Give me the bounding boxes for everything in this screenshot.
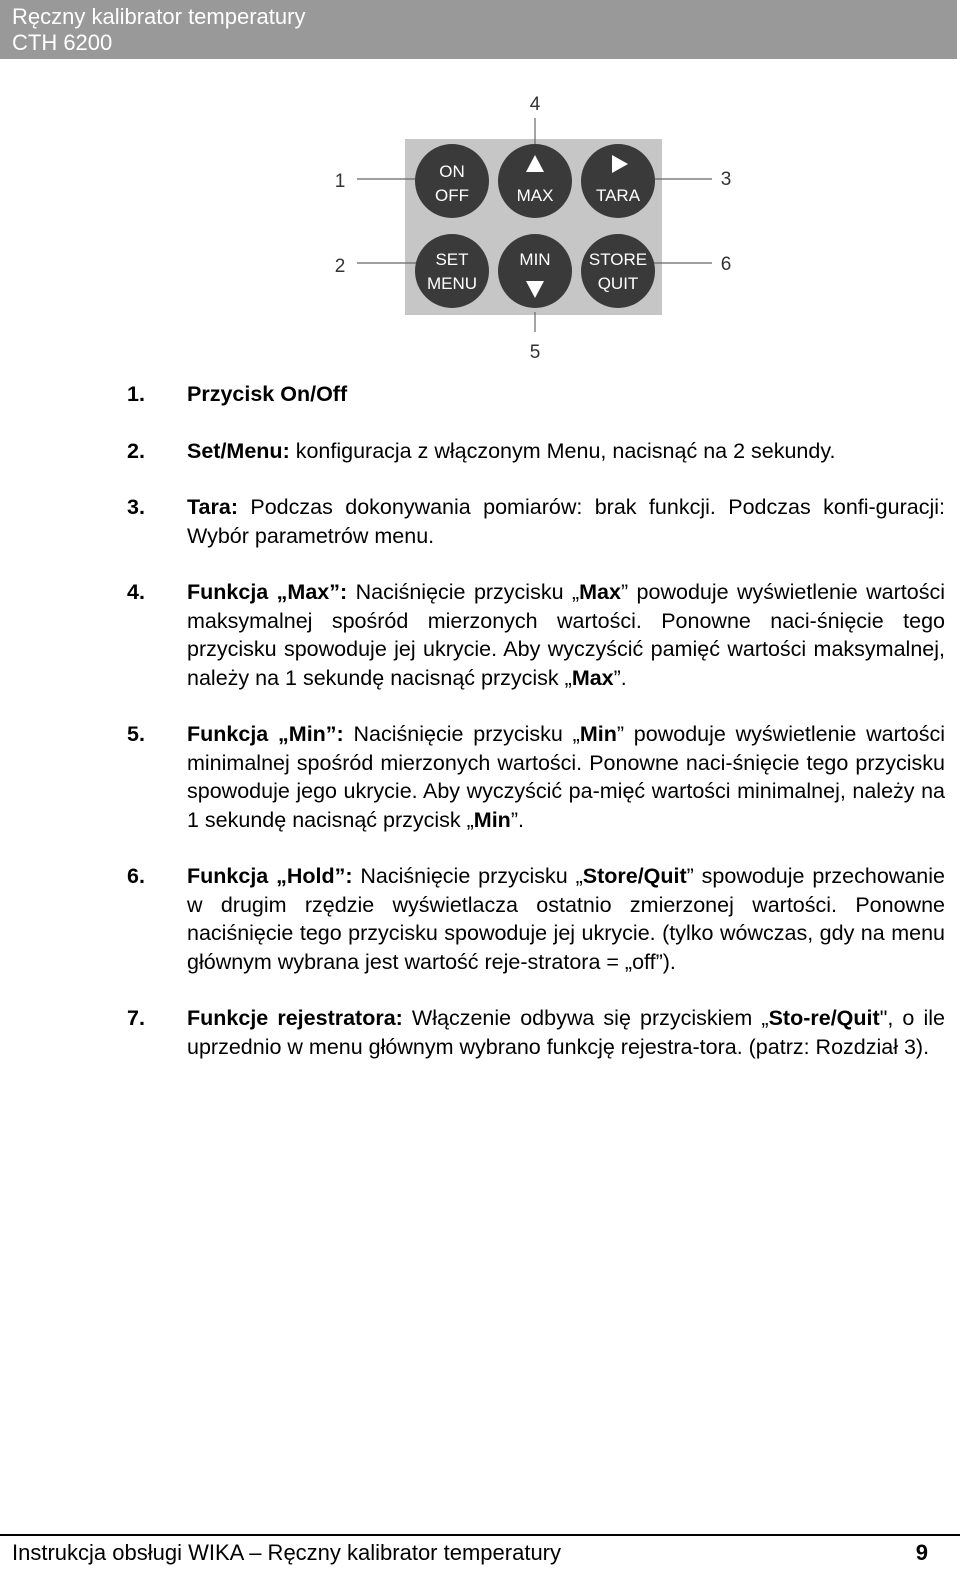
- tara-key-label: TARA: [595, 186, 641, 205]
- item-text: [187, 380, 945, 409]
- page-footer: [0, 1534, 960, 1581]
- on-off-key-label-1: ON: [439, 162, 465, 181]
- list-item: [127, 862, 945, 976]
- item-text-part: ”.: [613, 665, 627, 690]
- callout-6: 6: [720, 254, 732, 275]
- item-number: 5.: [127, 722, 145, 746]
- item-text: [187, 493, 945, 550]
- item-text-part: ", o ile uprzednio w menu głównym wybrano funkcję rejestra-tora. (patrz: Rozdział 3).: [187, 1006, 945, 1059]
- item-text: [187, 862, 945, 976]
- store-quit-key-label-2: QUIT: [597, 274, 639, 293]
- on-off-key-label-2: OFF: [435, 186, 469, 205]
- callout-2: 2: [334, 256, 346, 277]
- list-item: [127, 578, 945, 692]
- set-menu-key-label-2: MENU: [426, 274, 478, 293]
- item-text-part: Funkcja „Min”:: [187, 722, 344, 746]
- min-key-label: MIN: [519, 250, 551, 269]
- keypad-svg: [0, 80, 960, 380]
- item-text: [187, 1004, 945, 1061]
- min-key[interactable]: [498, 234, 572, 308]
- keypad-diagram: [0, 80, 960, 380]
- tara-key[interactable]: [581, 144, 655, 218]
- item-text-part: Min: [473, 807, 511, 832]
- item-text: [187, 720, 945, 834]
- list-item: [127, 1004, 945, 1061]
- item-text-part: konfiguracja z włączonym Menu, nacisnąć na 2 sekundy.: [289, 438, 836, 463]
- item-text-part: Set/Menu:: [187, 438, 290, 463]
- store-quit-key-label-1: STORE: [588, 250, 648, 269]
- item-text-part: Naciśnięcie przycisku „: [343, 722, 580, 746]
- item-number: 3.: [127, 495, 145, 519]
- item-number: 1.: [127, 382, 145, 406]
- header-title: Ręczny kalibrator temperatury: [12, 4, 306, 29]
- on-off-key[interactable]: [415, 144, 489, 218]
- item-text-part: Max: [579, 580, 621, 604]
- footer-title: Instrukcja obsługi WIKA – Ręczny kalibrator temperatury: [12, 1540, 562, 1565]
- item-text-part: ” powoduje wyświetlenie wartości maksymalnej spośród mierzonych wartości. Ponowne naci-śnięcie tego przycisku spowoduje jej ukrycie. Aby wyczyścić pamięć wartości maksymalnej, należy na 1 sekundę nacisnąć przycisk „: [187, 580, 945, 690]
- item-text-part: Sto-re/Quit: [768, 1006, 880, 1030]
- item-text-part: Funkcja „Max”:: [187, 580, 348, 604]
- item-text: [187, 437, 945, 466]
- max-key-label: MAX: [516, 186, 554, 205]
- item-text-part: Store/Quit: [582, 864, 687, 888]
- header-model: CTH 6200: [12, 30, 113, 55]
- page-header: [0, 0, 957, 59]
- callout-1: 1: [334, 171, 346, 192]
- callout-5: 5: [529, 342, 541, 363]
- list-item: [127, 437, 945, 466]
- list-item: [127, 380, 945, 409]
- item-text: [187, 578, 945, 692]
- item-text-part: Włączenie odbywa się przyciskiem „: [402, 1006, 769, 1030]
- item-text-part: ” powoduje wyświetlenie wartości minimalnej spośród mierzonych wartości. Ponowne naci-śnięcie tego przycisku spowoduje jego ukrycie. Aby wyczyścić pa-mięć wartości minimalnej, należy na 1 sekundę nacisnąć przycisk „: [187, 722, 945, 832]
- button-description-list: [127, 380, 945, 1089]
- item-text-part: Funkcja „Hold”:: [187, 864, 353, 888]
- item-text-part: Naciśnięcie przycisku „: [352, 864, 583, 888]
- item-text-part: Przycisk On/Off: [187, 382, 348, 406]
- item-number: 4.: [127, 580, 145, 604]
- item-number: 6.: [127, 864, 145, 888]
- item-text-part: ”.: [510, 807, 524, 832]
- item-text-part: ” spowoduje przechowanie w drugim rzędzie wyświetlacza ostatnio zmierzonej wartości. Ponowne naciśnięcie tego przycisku spowoduje jej ukrycie. (tylko wówczas, gdy na menu głównym wybrana jest wartość reje-stratora = „off”).: [187, 864, 945, 974]
- item-number: 7.: [127, 1006, 145, 1030]
- item-text-part: Tara:: [187, 495, 238, 519]
- item-text-part: Max: [571, 665, 614, 690]
- callout-3: 3: [720, 169, 732, 190]
- list-item: [127, 720, 945, 834]
- item-text-part: Naciśnięcie przycisku „: [347, 580, 580, 604]
- max-key[interactable]: [498, 144, 572, 218]
- item-text-part: Min: [579, 722, 617, 746]
- store-quit-key[interactable]: [581, 234, 655, 308]
- page-number: 9: [915, 1540, 928, 1565]
- item-text-part: Funkcje rejestratora:: [187, 1006, 403, 1030]
- callout-4: 4: [529, 94, 541, 115]
- set-menu-key[interactable]: [415, 234, 489, 308]
- set-menu-key-label-1: SET: [435, 250, 469, 269]
- list-item: [127, 493, 945, 550]
- item-text-part: Podczas dokonywania pomiarów: brak funkcji. Podczas konfi-guracji: Wybór parametrów menu.: [187, 495, 945, 548]
- item-number: 2.: [127, 438, 145, 463]
